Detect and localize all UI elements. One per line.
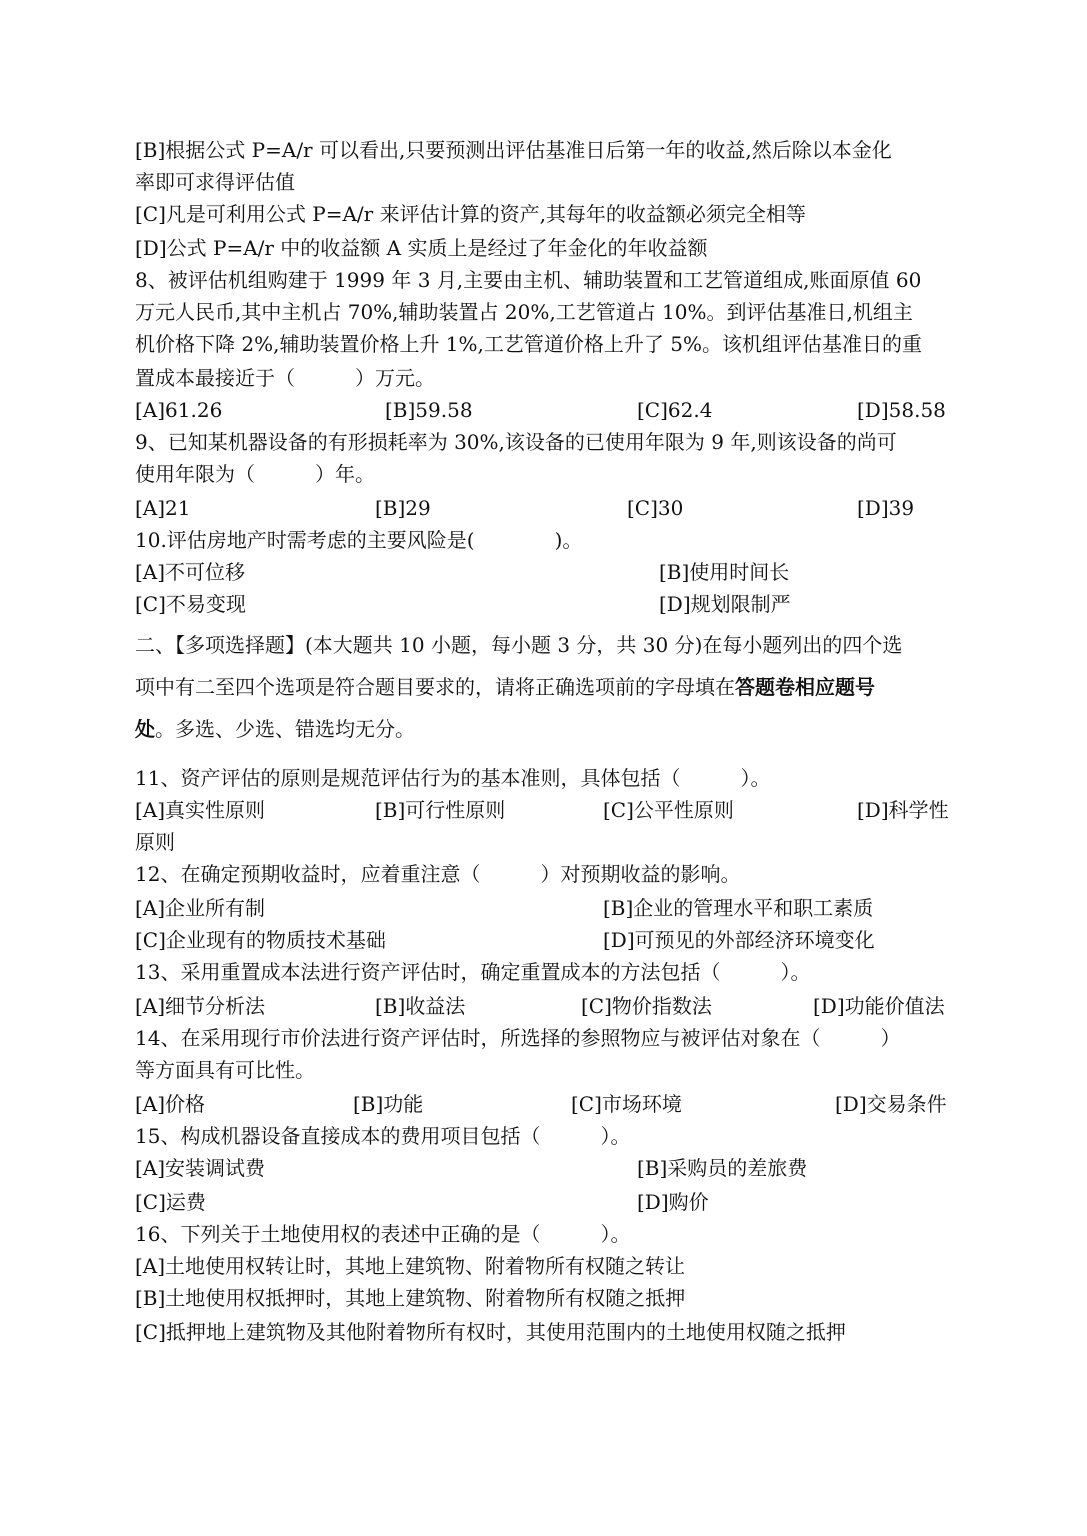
q14-text-line2: 等方面具有可比性。 xyxy=(135,1058,315,1082)
q10-options-row1 xyxy=(135,556,957,588)
q10-option-c: [C]不易变现 xyxy=(135,592,246,616)
q7-option-d: [D]公式 P=A/r 中的收益额 A 实质上是经过了年金化的年收益额 xyxy=(135,236,708,260)
q7-option-b-line1: [B]根据公式 P=A/r 可以看出,只要预测出评估基准日后第一年的收益,然后除以本金化 xyxy=(135,138,892,162)
q14-option-b: [B]功能 xyxy=(353,1092,424,1116)
q11-option-d-wrap: 原则 xyxy=(135,830,175,854)
q9-option-c: [C]30 xyxy=(627,496,684,520)
q13-option-b: [B]收益法 xyxy=(375,994,466,1018)
section2-line3 xyxy=(135,708,957,750)
q15-text: 15、构成机器设备直接成本的费用项目包括（ ）。 xyxy=(135,1124,631,1148)
q13-option-a: [A]细节分析法 xyxy=(135,994,266,1018)
q10-option-d: [D]规划限制严 xyxy=(659,592,791,616)
q12-option-a: [A]企业所有制 xyxy=(135,896,266,920)
q11-option-b: [B]可行性原则 xyxy=(375,798,506,822)
q7-option-b-line2: 率即可求得评估值 xyxy=(135,170,295,194)
q14-option-c: [C]市场环境 xyxy=(571,1092,682,1116)
q16-option-c: [C]抵押地上建筑物及其他附着物所有权时，其使用范围内的土地使用权随之抵押 xyxy=(135,1320,846,1344)
q7-option-c: [C]凡是可利用公式 P=A/r 来评估计算的资产,其每年的收益额必须完全相等 xyxy=(135,202,806,226)
q14-text-line1: 14、在采用现行市价法进行资产评估时，所选择的参照物应与被评估对象在（ ） xyxy=(135,1026,901,1050)
section2-line3-bold: 处 xyxy=(135,717,155,741)
q8-text-line2: 万元人民币,其中主机占 70%,辅助装置占 20%,工艺管道占 10%。到评估基准日,机组主 xyxy=(135,300,913,324)
q8-text-line1: 8、被评估机组购建于 1999 年 3 月,主要由主机、辅助装置和工艺管道组成,账面原值 60 xyxy=(135,268,922,292)
section2-line2 xyxy=(135,666,957,708)
q9-option-d: [D]39 xyxy=(857,496,915,520)
q12-option-b: [B]企业的管理水平和职工素质 xyxy=(603,896,874,920)
q8-text-line3: 机价格下降 2%,辅助装置价格上升 1%,工艺管道价格上升了 5%。该机组评估基准日的重 xyxy=(135,332,922,356)
q9-options xyxy=(135,492,957,524)
q15-option-b: [B]采购员的差旅费 xyxy=(637,1156,808,1180)
q8-option-c: [C]62.4 xyxy=(637,398,713,422)
q8-options xyxy=(135,394,957,426)
q10-option-b: [B]使用时间长 xyxy=(659,560,790,584)
q14-option-d: [D]交易条件 xyxy=(835,1092,947,1116)
q16-option-a: [A]土地使用权转让时，其地上建筑物、附着物所有权随之转让 xyxy=(135,1254,686,1278)
q12-option-c: [C]企业现有的物质技术基础 xyxy=(135,928,386,952)
q14-option-a: [A]价格 xyxy=(135,1092,206,1116)
q9-text-line1: 9、已知某机器设备的有形损耗率为 30%,该设备的已使用年限为 9 年,则该设备的尚可 xyxy=(135,430,897,454)
q13-option-d: [D]功能价值法 xyxy=(813,994,945,1018)
q12-options-row1 xyxy=(135,892,957,924)
q11-option-c: [C]公平性原则 xyxy=(603,798,734,822)
section2-line1: 二、【多项选择题】(本大题共 10 小题，每小题 3 分，共 30 分)在每小题列出的四个选 xyxy=(135,633,903,657)
q11-options xyxy=(135,794,957,826)
q13-text: 13、采用重置成本法进行资产评估时，确定重置成本的方法包括（ ）。 xyxy=(135,960,811,984)
section2-line2-bold: 答题卷相应题号 xyxy=(735,675,875,699)
q15-options-row2 xyxy=(135,1186,957,1218)
q8-text-line4: 置成本最接近于（ ）万元。 xyxy=(135,366,435,390)
q8-option-d: [D]58.58 xyxy=(857,398,946,422)
q16-option-b: [B]土地使用权抵押时，其地上建筑物、附着物所有权随之抵押 xyxy=(135,1286,686,1310)
q15-option-d: [D]购价 xyxy=(637,1190,709,1214)
q10-options-row2 xyxy=(135,588,957,620)
q8-option-a: [A]61.26 xyxy=(135,398,223,422)
q10-option-a: [A]不可位移 xyxy=(135,560,246,584)
q10-text: 10.评估房地产时需考虑的主要风险是( )。 xyxy=(135,528,583,552)
q15-option-a: [A]安装调试费 xyxy=(135,1156,266,1180)
q8-option-b: [B]59.58 xyxy=(385,398,473,422)
q9-option-b: [B]29 xyxy=(375,496,431,520)
q15-options-row1 xyxy=(135,1152,957,1184)
q13-options xyxy=(135,990,957,1022)
q12-option-d: [D]可预见的外部经济环境变化 xyxy=(603,928,875,952)
q12-options-row2 xyxy=(135,924,957,956)
q16-text: 16、下列关于土地使用权的表述中正确的是（ ）。 xyxy=(135,1222,631,1246)
q13-option-c: [C]物价指数法 xyxy=(581,994,712,1018)
q11-option-a: [A]真实性原则 xyxy=(135,798,266,822)
section2-line3-text: 。多选、少选、错选均无分。 xyxy=(155,717,415,741)
q11-option-d: [D]科学性 xyxy=(857,798,949,822)
q11-text: 11、资产评估的原则是规范评估行为的基本准则，具体包括（ ）。 xyxy=(135,766,771,790)
q9-text-line2: 使用年限为（ ）年。 xyxy=(135,462,375,486)
q15-option-c: [C]运费 xyxy=(135,1190,206,1214)
section2-line2-text: 项中有二至四个选项是符合题目要求的，请将正确选项前的字母填在 xyxy=(135,675,735,699)
q14-options xyxy=(135,1088,957,1120)
q12-text: 12、在确定预期收益时，应着重注意（ ）对预期收益的影响。 xyxy=(135,862,741,886)
q9-option-a: [A]21 xyxy=(135,496,191,520)
